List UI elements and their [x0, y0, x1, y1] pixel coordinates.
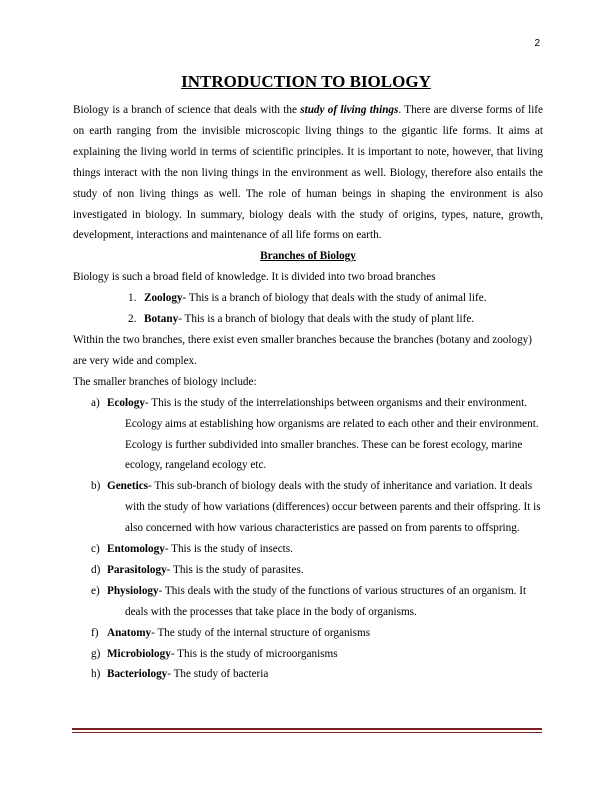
list-marker: g): [91, 647, 101, 660]
smaller-branches-intro: The smaller branches of biology include:: [73, 375, 257, 388]
list-item-ecology: [73, 393, 543, 477]
list-item-bacteriology: [73, 664, 543, 685]
list-number: 1.: [128, 292, 137, 305]
list-item-zoology: [73, 288, 543, 309]
branch-term: Entomology: [107, 543, 165, 556]
branch-description: - This deals with the study of the functions of various structures of an organism. It deals with the processes that take place in the body of organisms.: [125, 584, 527, 618]
list-marker: e): [91, 584, 100, 597]
list-item-physiology: [73, 581, 543, 623]
branch-description: - This is a branch of biology that deals with the study of plant life.: [178, 313, 475, 326]
list-item-entomology: [73, 539, 543, 560]
branch-description: - This is the study of parasites.: [166, 563, 304, 576]
branch-description: - This is the study of microorganisms: [170, 647, 338, 660]
branch-description: - This is the study of the interrelationships between organisms and their environment. Ecology aims at establishing how organisms are related to each other and their environment. Ecology is further subdivided into smaller branches. These can be forest ecology, marine ecology, rangeland ecology etc.: [125, 396, 539, 472]
branch-description: - This is the study of insects.: [164, 543, 293, 556]
branch-term: Botany: [144, 313, 179, 326]
branch-term: Zoology: [144, 292, 183, 305]
branch-description: - The study of bacteria: [167, 668, 269, 681]
list-item-botany: [73, 309, 543, 330]
branch-term: Bacteriology: [107, 668, 168, 681]
intro-text-end: . There are diverse forms of life on earth ranging from the invisible microscopic living things to the gigantic life forms. It aims at explaining the living world in terms of scientific principles. It is important to note, however, that living things interact with the non living things in the environment as well. Biology, therefore also entails the study of non living things as well. The role of human beings in shaping the environment is also investigated in biology. In summary, biology deals with the study of origins, types, nature, growth, development, interactions and maintenance of all life forms on earth.: [73, 104, 543, 242]
list-number: 2.: [128, 313, 137, 326]
branch-term: Genetics: [107, 480, 149, 493]
branches-heading: Branches of Biology: [260, 250, 356, 263]
branch-term: Parasitology: [107, 563, 167, 576]
within-branches-text: Within the two branches, there exist even smaller branches because the branches (botany and zoology) are very wide and complex.: [73, 333, 532, 367]
page-number: 2: [534, 38, 540, 49]
branch-description: - This sub-branch of biology deals with the study of inheritance and variation. It deals with the study of how variations (differences) occur between parents and their offspring. It is also concerned with how various characteristics are passed on from parents to offspring.: [125, 480, 541, 535]
branch-term: Microbiology: [107, 647, 171, 660]
list-item-microbiology: [73, 644, 543, 665]
list-marker: h): [91, 668, 101, 681]
intro-emphasis: study of living things: [300, 104, 399, 116]
list-marker: f): [91, 626, 99, 639]
document-body: [73, 100, 543, 685]
list-item-parasitology: [73, 560, 543, 581]
branch-description: - The study of the internal structure of organisms: [151, 626, 371, 639]
list-marker: d): [91, 563, 101, 576]
intro-text-start: Biology is a branch of science that deals with the: [73, 104, 301, 116]
page-title: INTRODUCTION TO BIOLOGY: [181, 72, 431, 91]
list-marker: c): [91, 543, 100, 556]
list-marker: b): [91, 480, 101, 493]
branch-description: - This is a branch of biology that deals with the study of animal life.: [182, 292, 487, 305]
branches-intro: Biology is such a broad field of knowledge. It is divided into two broad branches: [73, 271, 436, 284]
list-item-genetics: [73, 476, 543, 539]
branch-term: Anatomy: [107, 626, 152, 639]
list-marker: a): [91, 396, 100, 409]
branch-term: Ecology: [107, 396, 145, 409]
footer-divider: [72, 728, 542, 733]
branch-term: Physiology: [107, 584, 159, 597]
list-item-anatomy: [73, 623, 543, 644]
intro-paragraph: [73, 100, 543, 246]
